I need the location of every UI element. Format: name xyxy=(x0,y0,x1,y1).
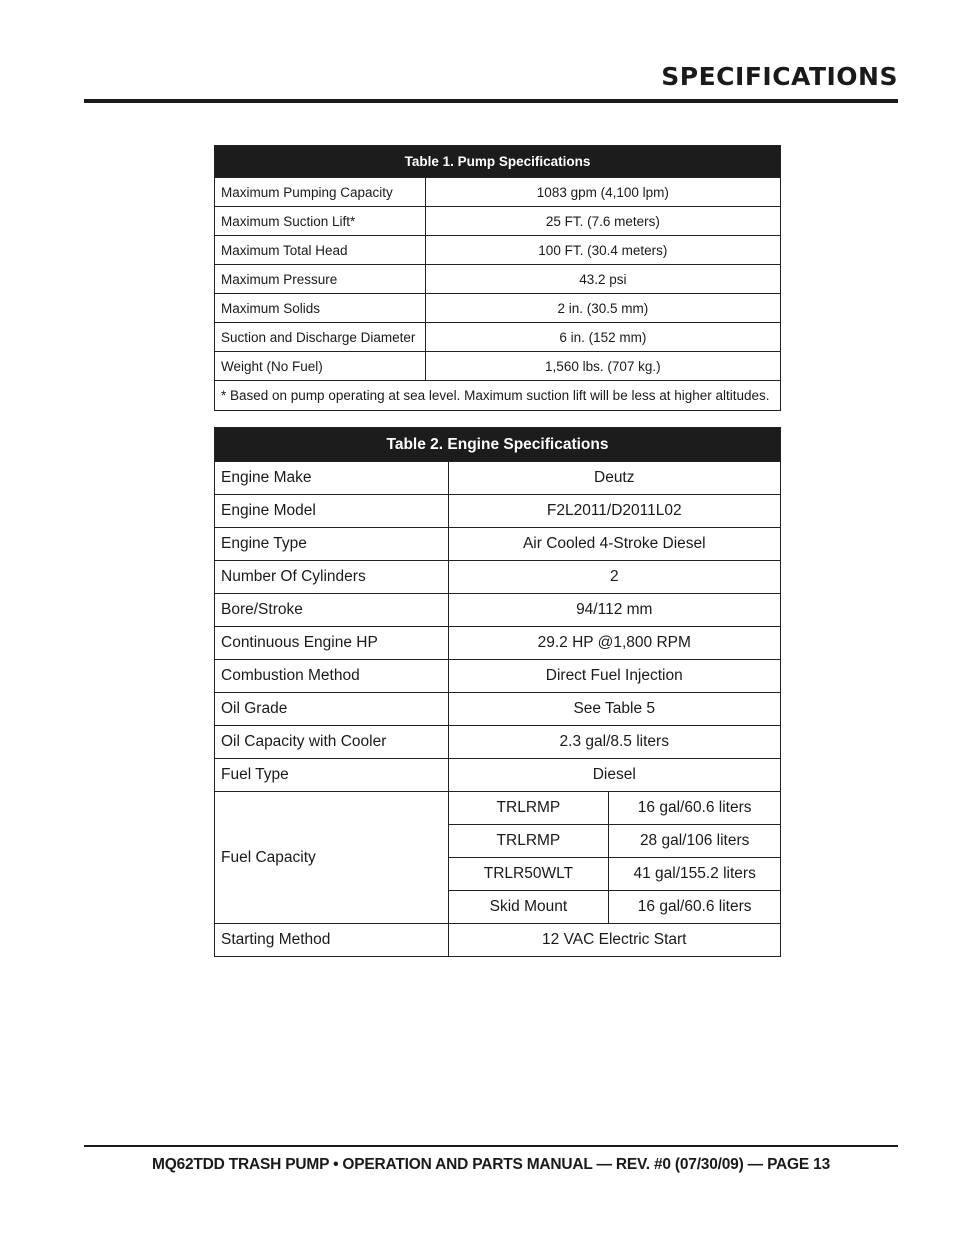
spec-label: Continuous Engine HP xyxy=(215,627,449,660)
spec-label: Maximum Pressure xyxy=(215,265,426,294)
fuel-capacity-value: 41 gal/155.2 liters xyxy=(609,858,781,891)
spec-value: Deutz xyxy=(448,462,780,495)
table-row xyxy=(215,726,781,759)
table-row xyxy=(215,528,781,561)
spec-value: 43.2 psi xyxy=(425,265,780,294)
table-row xyxy=(215,265,781,294)
fuel-capacity-label: Fuel Capacity xyxy=(215,792,449,924)
spec-label: Weight (No Fuel) xyxy=(215,352,426,381)
footer-rule xyxy=(84,1145,898,1147)
spec-value: 25 FT. (7.6 meters) xyxy=(425,207,780,236)
table-row xyxy=(215,178,781,207)
spec-value: 12 VAC Electric Start xyxy=(448,924,780,957)
table-row xyxy=(215,627,781,660)
table-row xyxy=(215,924,781,957)
fuel-capacity-value: 16 gal/60.6 liters xyxy=(609,891,781,924)
spec-label: Maximum Solids xyxy=(215,294,426,323)
table-row xyxy=(215,759,781,792)
spec-value: 1083 gpm (4,100 lpm) xyxy=(425,178,780,207)
engine-specifications-table xyxy=(214,427,781,957)
spec-label: Maximum Pumping Capacity xyxy=(215,178,426,207)
table-row xyxy=(215,594,781,627)
spec-label: Suction and Discharge Diameter xyxy=(215,323,426,352)
spec-label: Starting Method xyxy=(215,924,449,957)
spec-value: Diesel xyxy=(448,759,780,792)
page-footer: MQ62TDD TRASH PUMP • OPERATION AND PARTS MANUAL — REV. #0 (07/30/09) — PAGE 13 xyxy=(152,1156,830,1173)
spec-label: Engine Type xyxy=(215,528,449,561)
fuel-model: TRLRMP xyxy=(448,792,609,825)
spec-value: F2L2011/D2011L02 xyxy=(448,495,780,528)
spec-label: Combustion Method xyxy=(215,660,449,693)
spec-value: 2 in. (30.5 mm) xyxy=(425,294,780,323)
table-row xyxy=(215,381,781,411)
table-row xyxy=(215,693,781,726)
table-row xyxy=(215,792,781,825)
spec-value: 29.2 HP @1,800 RPM xyxy=(448,627,780,660)
table-row xyxy=(215,236,781,265)
table-title: Table 1. Pump Specifications xyxy=(215,146,781,178)
spec-value: 100 FT. (30.4 meters) xyxy=(425,236,780,265)
spec-value: See Table 5 xyxy=(448,693,780,726)
spec-label: Engine Make xyxy=(215,462,449,495)
spec-label: Oil Capacity with Cooler xyxy=(215,726,449,759)
header-rule xyxy=(84,99,898,103)
table-title: Table 2. Engine Specifications xyxy=(215,428,781,462)
table-footnote: * Based on pump operating at sea level. Maximum suction lift will be less at higher altitudes. xyxy=(215,381,781,411)
fuel-model: TRLRMP xyxy=(448,825,609,858)
spec-value: 94/112 mm xyxy=(448,594,780,627)
spec-label: Bore/Stroke xyxy=(215,594,449,627)
spec-value: 2 xyxy=(448,561,780,594)
fuel-model: Skid Mount xyxy=(448,891,609,924)
spec-label: Oil Grade xyxy=(215,693,449,726)
spec-value: 1,560 lbs. (707 kg.) xyxy=(425,352,780,381)
table-row xyxy=(215,462,781,495)
table-row xyxy=(215,323,781,352)
table-row xyxy=(215,561,781,594)
fuel-capacity-value: 16 gal/60.6 liters xyxy=(609,792,781,825)
page-title: SPECIFICATIONS xyxy=(661,62,898,91)
spec-label: Fuel Type xyxy=(215,759,449,792)
pump-specifications-table xyxy=(214,145,781,411)
table-row xyxy=(215,294,781,323)
spec-label: Maximum Total Head xyxy=(215,236,426,265)
spec-value: 6 in. (152 mm) xyxy=(425,323,780,352)
fuel-capacity-value: 28 gal/106 liters xyxy=(609,825,781,858)
spec-label: Number Of Cylinders xyxy=(215,561,449,594)
table-row xyxy=(215,207,781,236)
table-row xyxy=(215,352,781,381)
spec-value: Direct Fuel Injection xyxy=(448,660,780,693)
table-row xyxy=(215,495,781,528)
spec-label: Engine Model xyxy=(215,495,449,528)
fuel-model: TRLR50WLT xyxy=(448,858,609,891)
table-row xyxy=(215,660,781,693)
spec-value: Air Cooled 4-Stroke Diesel xyxy=(448,528,780,561)
spec-value: 2.3 gal/8.5 liters xyxy=(448,726,780,759)
spec-label: Maximum Suction Lift* xyxy=(215,207,426,236)
